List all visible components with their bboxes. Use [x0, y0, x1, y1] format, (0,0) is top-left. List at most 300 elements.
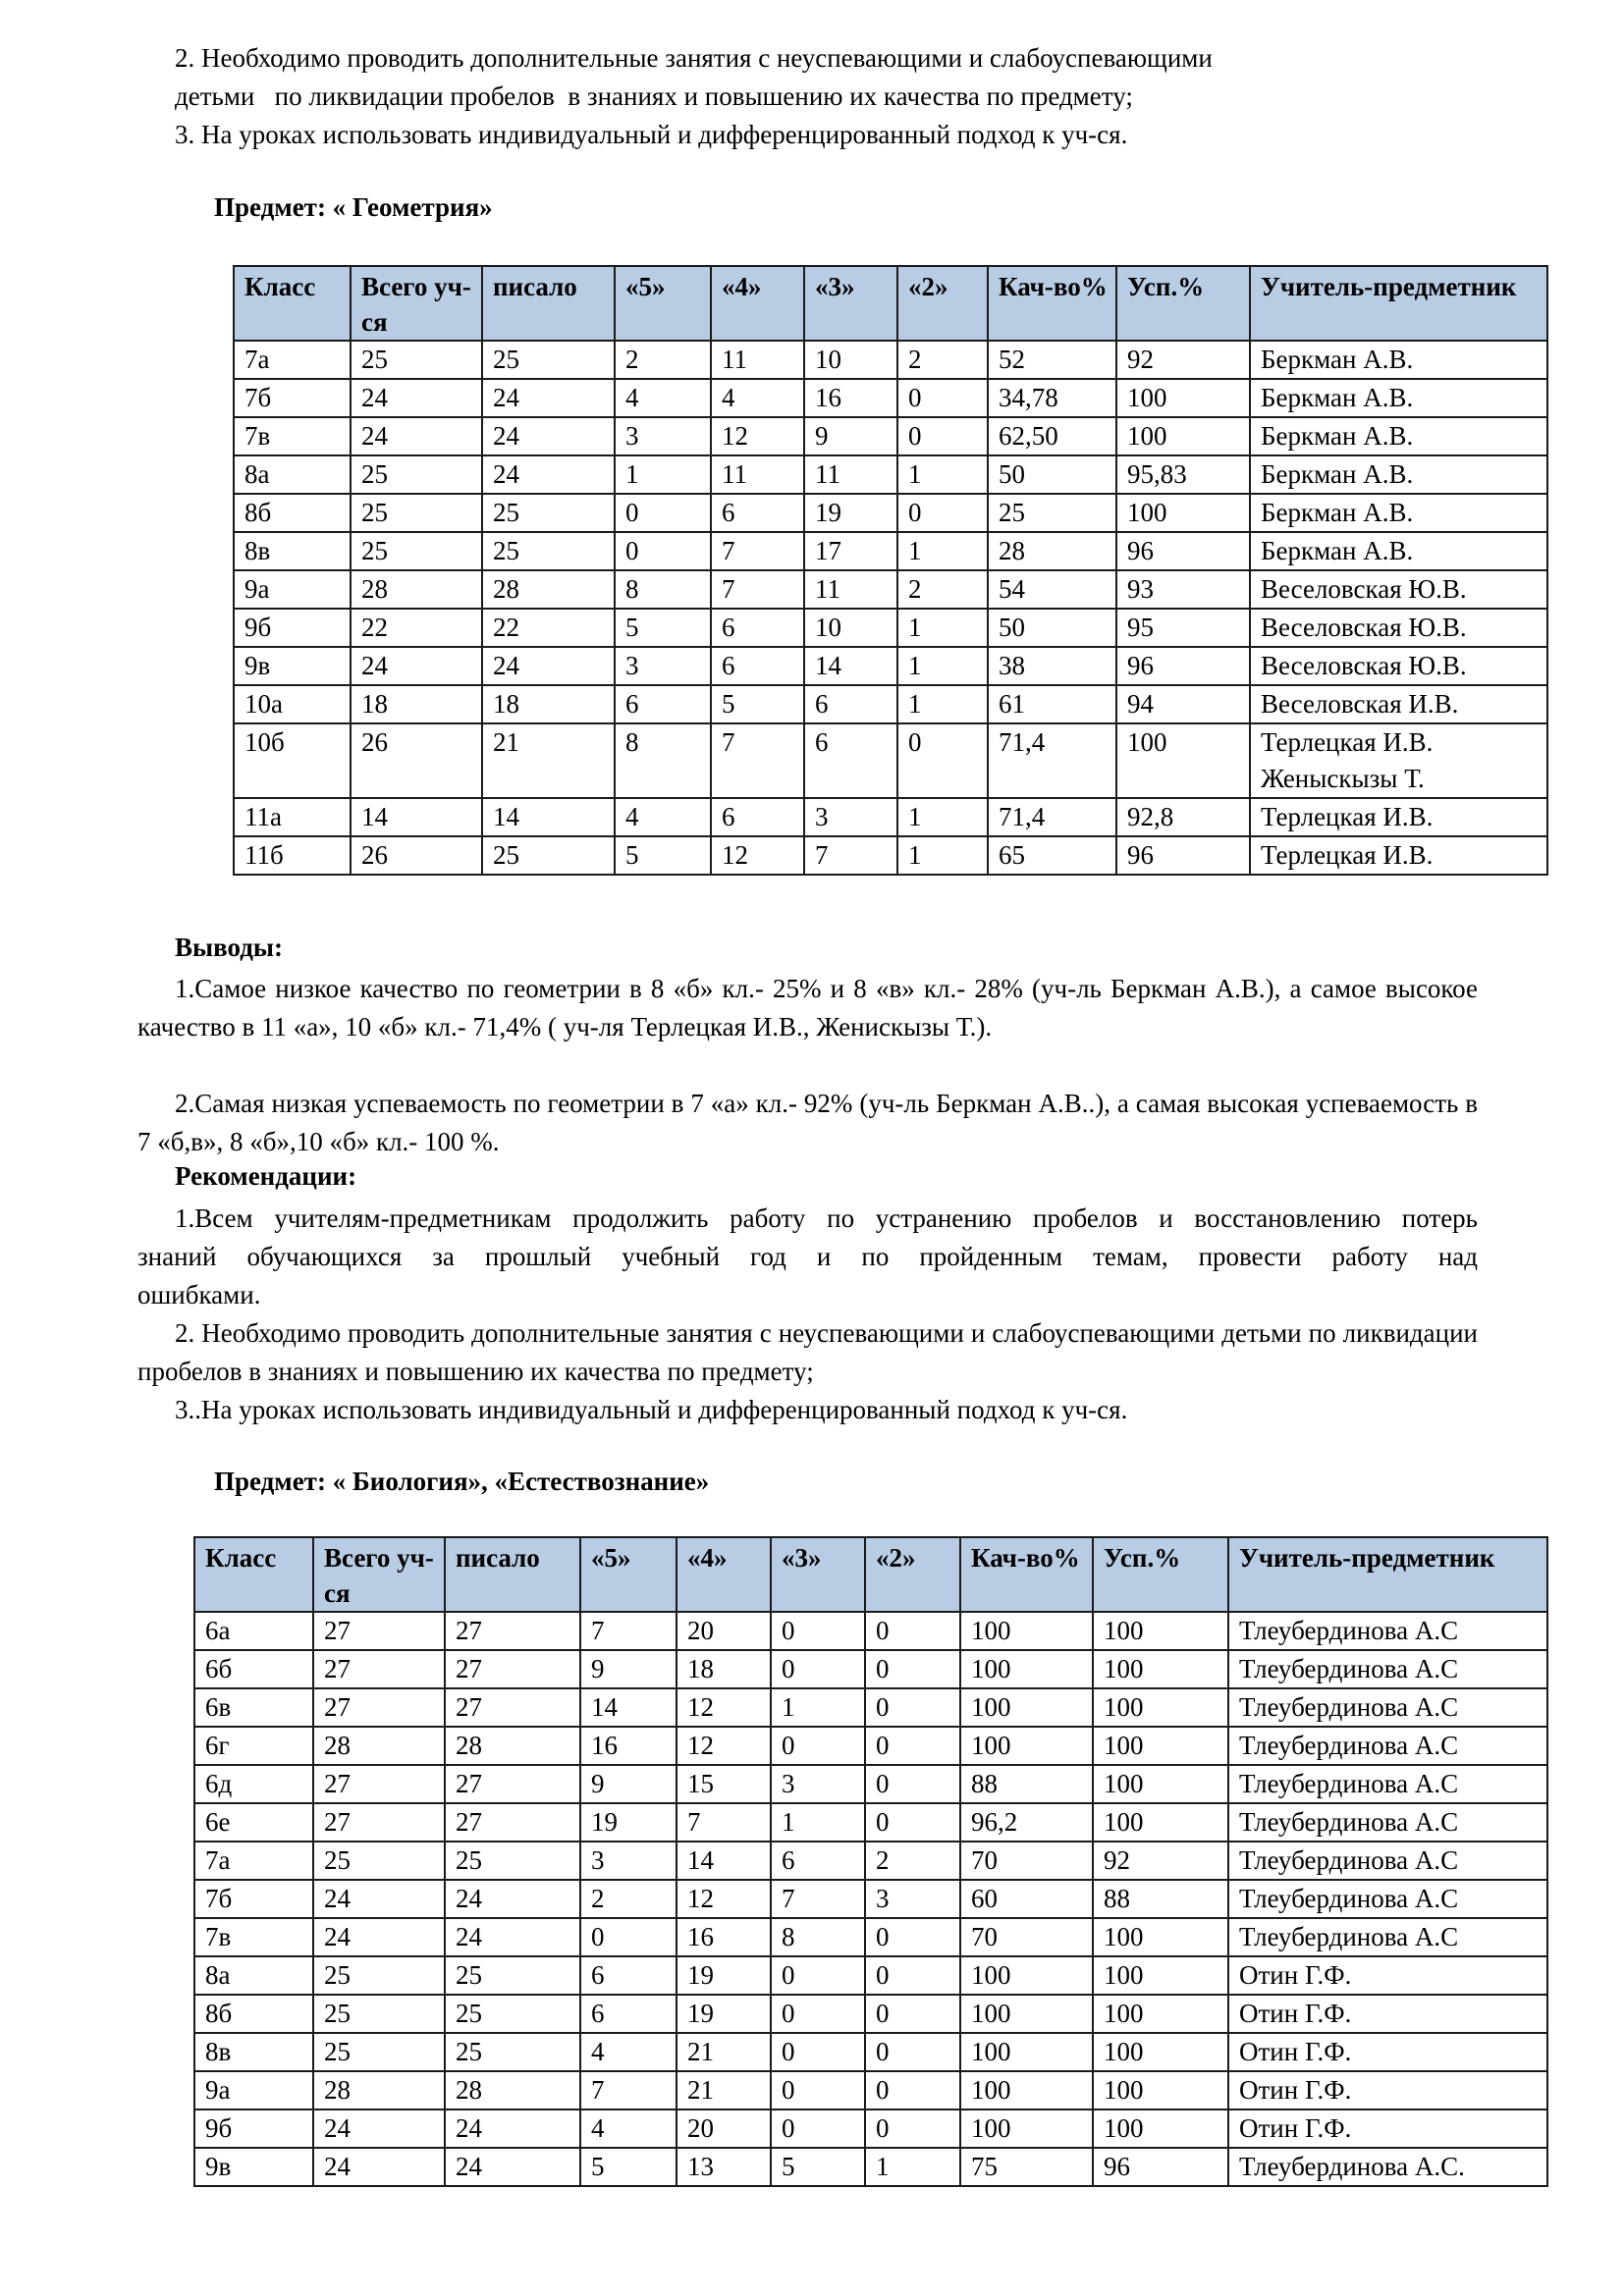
- cell-grade-5: 2: [615, 341, 711, 379]
- cell-total: 26: [351, 723, 482, 798]
- cell-quality: 100: [960, 2033, 1093, 2071]
- table-row: [194, 2109, 1547, 2148]
- cell-grade-3: 7: [771, 1880, 865, 1918]
- cell-teacher: Беркман А.В.: [1250, 379, 1547, 417]
- col-header-teacher: Учитель-предметник: [1250, 266, 1547, 341]
- cell-grade-2: 1: [897, 798, 988, 836]
- cell-quality: 100: [960, 1956, 1093, 1995]
- cell-grade-4: 12: [711, 836, 804, 875]
- col-header-class: Класс: [194, 1537, 313, 1612]
- cell-success: 100: [1116, 379, 1250, 417]
- cell-quality: 100: [960, 1612, 1093, 1650]
- cell-grade-4: 6: [711, 647, 804, 685]
- cell-grade-5: 4: [615, 379, 711, 417]
- cell-quality: 50: [988, 455, 1116, 494]
- cell-success: 100: [1093, 1650, 1228, 1688]
- cell-class: 10б: [234, 723, 351, 798]
- cell-quality: 100: [960, 1995, 1093, 2033]
- cell-grade-3: 0: [771, 1650, 865, 1688]
- cell-grade-5: 4: [615, 798, 711, 836]
- cell-grade-2: 0: [865, 1803, 960, 1842]
- cell-grade-3: 8: [771, 1918, 865, 1956]
- geometry-conclusions-heading: Выводы:: [175, 933, 283, 962]
- cell-quality: 61: [988, 685, 1116, 723]
- cell-total: 28: [313, 2071, 445, 2109]
- cell-grade-2: 0: [865, 1956, 960, 1995]
- cell-grade-3: 7: [804, 836, 897, 875]
- table-row: [234, 836, 1547, 875]
- cell-grade-5: 6: [580, 1956, 677, 1995]
- cell-quality: 38: [988, 647, 1116, 685]
- cell-class: 6б: [194, 1650, 313, 1688]
- cell-grade-3: 14: [804, 647, 897, 685]
- cell-teacher: Терлецкая И.В. Женыскызы Т.: [1250, 723, 1547, 798]
- col-header-grade-2: «2»: [897, 266, 988, 341]
- cell-teacher: Отин Г.Ф.: [1228, 1956, 1547, 1995]
- cell-quality: 100: [960, 1688, 1093, 1727]
- cell-grade-3: 10: [804, 341, 897, 379]
- col-header-grade-5: «5»: [615, 266, 711, 341]
- table-row: [234, 798, 1547, 836]
- cell-grade-5: 3: [580, 1842, 677, 1880]
- table-row: [234, 570, 1547, 609]
- cell-grade-3: 3: [771, 1765, 865, 1803]
- cell-grade-5: 0: [615, 532, 711, 570]
- cell-grade-4: 15: [677, 1765, 771, 1803]
- cell-teacher: Тлеубердинова А.С: [1228, 1650, 1547, 1688]
- cell-total: 27: [313, 1612, 445, 1650]
- cell-wrote: 24: [482, 379, 615, 417]
- table-row: [194, 1727, 1547, 1765]
- cell-teacher: Тлеубердинова А.С: [1228, 1765, 1547, 1803]
- cell-grade-5: 0: [580, 1918, 677, 1956]
- cell-grade-3: 6: [804, 685, 897, 723]
- cell-total: 25: [351, 532, 482, 570]
- cell-class: 6д: [194, 1765, 313, 1803]
- cell-wrote: 28: [482, 570, 615, 609]
- cell-grade-2: 0: [897, 494, 988, 532]
- cell-wrote: 22: [482, 609, 615, 647]
- cell-grade-3: 19: [804, 494, 897, 532]
- cell-class: 7б: [194, 1880, 313, 1918]
- col-header-teacher: Учитель-предметник: [1228, 1537, 1547, 1612]
- cell-wrote: 25: [445, 1842, 580, 1880]
- table-row: [234, 532, 1547, 570]
- cell-teacher: Тлеубердинова А.С: [1228, 1880, 1547, 1918]
- col-header-wrote: писало: [445, 1537, 580, 1612]
- cell-success: 100: [1093, 1612, 1228, 1650]
- cell-class: 6е: [194, 1803, 313, 1842]
- cell-wrote: 27: [445, 1803, 580, 1842]
- cell-success: 100: [1093, 1956, 1228, 1995]
- cell-grade-3: 0: [771, 1727, 865, 1765]
- table-row: [234, 494, 1547, 532]
- cell-grade-4: 4: [711, 379, 804, 417]
- cell-grade-2: 0: [897, 723, 988, 798]
- cell-total: 18: [351, 685, 482, 723]
- cell-success: 100: [1116, 723, 1250, 798]
- cell-grade-2: 0: [865, 1688, 960, 1727]
- cell-grade-4: 7: [711, 570, 804, 609]
- table-row: [194, 1803, 1547, 1842]
- cell-wrote: 28: [445, 1727, 580, 1765]
- cell-wrote: 24: [445, 1880, 580, 1918]
- col-header-total: Всего уч-ся: [351, 266, 482, 341]
- table-row: [194, 1612, 1547, 1650]
- cell-wrote: 24: [482, 417, 615, 455]
- geometry-recommendation-2: 2. Необходимо проводить дополнительные занятия с неуспевающими и слабоуспевающими детьми по ликвидации пробелов в знаниях и повышению их качества по предмету;: [137, 1318, 1478, 1386]
- cell-total: 25: [351, 494, 482, 532]
- cell-wrote: 27: [445, 1688, 580, 1727]
- table-row: [234, 609, 1547, 647]
- cell-class: 9б: [194, 2109, 313, 2148]
- cell-quality: 28: [988, 532, 1116, 570]
- cell-success: 92: [1093, 1842, 1228, 1880]
- cell-grade-3: 10: [804, 609, 897, 647]
- cell-quality: 100: [960, 2109, 1093, 2148]
- cell-teacher: Веселовская Ю.В.: [1250, 647, 1547, 685]
- cell-teacher: Тлеубердинова А.С: [1228, 1688, 1547, 1727]
- col-header-grade-3: «3»: [804, 266, 897, 341]
- cell-grade-3: 1: [771, 1803, 865, 1842]
- biology-table-header-row: [194, 1537, 1547, 1612]
- cell-class: 8б: [194, 1995, 313, 2033]
- cell-grade-4: 12: [677, 1880, 771, 1918]
- cell-total: 28: [313, 1727, 445, 1765]
- cell-grade-3: 16: [804, 379, 897, 417]
- cell-grade-3: 0: [771, 2033, 865, 2071]
- cell-success: 100: [1093, 1727, 1228, 1765]
- table-row: [234, 341, 1547, 379]
- cell-success: 93: [1116, 570, 1250, 609]
- biology-subject-heading: Предмет: « Биология», «Естествознание»: [214, 1467, 710, 1496]
- table-row: [194, 1918, 1547, 1956]
- cell-total: 24: [351, 379, 482, 417]
- cell-quality: 96,2: [960, 1803, 1093, 1842]
- cell-total: 28: [351, 570, 482, 609]
- cell-grade-2: 0: [865, 2109, 960, 2148]
- cell-total: 24: [313, 1880, 445, 1918]
- cell-wrote: 24: [445, 2148, 580, 2186]
- table-row: [234, 379, 1547, 417]
- cell-success: 96: [1116, 647, 1250, 685]
- cell-success: 100: [1093, 1918, 1228, 1956]
- cell-grade-2: 1: [897, 685, 988, 723]
- cell-grade-4: 11: [711, 341, 804, 379]
- cell-wrote: 25: [445, 1995, 580, 2033]
- cell-wrote: 24: [482, 647, 615, 685]
- cell-class: 9а: [194, 2071, 313, 2109]
- cell-success: 100: [1116, 494, 1250, 532]
- cell-quality: 71,4: [988, 723, 1116, 798]
- cell-class: 7в: [234, 417, 351, 455]
- table-row: [194, 1995, 1547, 2033]
- cell-class: 8а: [194, 1956, 313, 1995]
- cell-grade-5: 2: [580, 1880, 677, 1918]
- cell-quality: 34,78: [988, 379, 1116, 417]
- cell-grade-4: 21: [677, 2071, 771, 2109]
- cell-total: 24: [313, 2109, 445, 2148]
- cell-quality: 70: [960, 1842, 1093, 1880]
- cell-grade-5: 3: [615, 647, 711, 685]
- col-header-quality: Кач-во%: [988, 266, 1116, 341]
- col-header-grade-2: «2»: [865, 1537, 960, 1612]
- cell-grade-5: 3: [615, 417, 711, 455]
- cell-grade-2: 1: [897, 455, 988, 494]
- cell-grade-5: 4: [580, 2109, 677, 2148]
- col-header-total: Всего уч-ся: [313, 1537, 445, 1612]
- cell-total: 25: [351, 341, 482, 379]
- cell-success: 100: [1093, 1765, 1228, 1803]
- cell-grade-4: 19: [677, 1956, 771, 1995]
- cell-grade-5: 8: [615, 570, 711, 609]
- cell-class: 7а: [234, 341, 351, 379]
- cell-wrote: 27: [445, 1650, 580, 1688]
- cell-grade-3: 6: [804, 723, 897, 798]
- cell-total: 25: [313, 1842, 445, 1880]
- cell-grade-3: 0: [771, 1612, 865, 1650]
- cell-teacher: Веселовская Ю.В.: [1250, 570, 1547, 609]
- cell-class: 6г: [194, 1727, 313, 1765]
- cell-total: 25: [313, 2033, 445, 2071]
- cell-wrote: 25: [445, 2033, 580, 2071]
- cell-class: 8в: [234, 532, 351, 570]
- cell-class: 8а: [234, 455, 351, 494]
- cell-wrote: 25: [482, 836, 615, 875]
- cell-teacher: Терлецкая И.В.: [1250, 798, 1547, 836]
- cell-teacher: Отин Г.Ф.: [1228, 2071, 1547, 2109]
- col-header-wrote: писало: [482, 266, 615, 341]
- cell-grade-4: 20: [677, 2109, 771, 2148]
- cell-grade-3: 5: [771, 2148, 865, 2186]
- cell-wrote: 24: [445, 2109, 580, 2148]
- cell-class: 9а: [234, 570, 351, 609]
- table-row: [234, 685, 1547, 723]
- table-row: [234, 723, 1547, 798]
- geometry-results-table: [233, 265, 1548, 876]
- cell-class: 7б: [234, 379, 351, 417]
- cell-teacher: Беркман А.В.: [1250, 341, 1547, 379]
- cell-success: 92: [1116, 341, 1250, 379]
- cell-grade-2: 0: [865, 1612, 960, 1650]
- cell-wrote: 27: [445, 1612, 580, 1650]
- cell-grade-4: 6: [711, 798, 804, 836]
- cell-grade-2: 0: [865, 1995, 960, 2033]
- cell-wrote: 24: [482, 455, 615, 494]
- cell-teacher: Отин Г.Ф.: [1228, 1995, 1547, 2033]
- cell-grade-5: 19: [580, 1803, 677, 1842]
- col-header-success: Усп.%: [1116, 266, 1250, 341]
- cell-quality: 100: [960, 2071, 1093, 2109]
- col-header-grade-4: «4»: [677, 1537, 771, 1612]
- cell-class: 6а: [194, 1612, 313, 1650]
- cell-success: 100: [1093, 2109, 1228, 2148]
- cell-wrote: 25: [482, 494, 615, 532]
- cell-grade-2: 3: [865, 1880, 960, 1918]
- cell-grade-4: 7: [711, 532, 804, 570]
- recommendation-3: 3. На уроках использовать индивидуальный и дифференцированный подход к уч-ся.: [175, 120, 1128, 149]
- cell-grade-4: 14: [677, 1842, 771, 1880]
- cell-grade-4: 12: [677, 1727, 771, 1765]
- cell-total: 27: [313, 1765, 445, 1803]
- cell-grade-5: 4: [580, 2033, 677, 2071]
- cell-quality: 65: [988, 836, 1116, 875]
- cell-teacher: Тлеубердинова А.С: [1228, 1803, 1547, 1842]
- col-header-quality: Кач-во%: [960, 1537, 1093, 1612]
- cell-success: 92,8: [1116, 798, 1250, 836]
- cell-success: 100: [1093, 2033, 1228, 2071]
- cell-grade-2: 1: [897, 532, 988, 570]
- cell-wrote: 28: [445, 2071, 580, 2109]
- cell-success: 95: [1116, 609, 1250, 647]
- cell-grade-5: 8: [615, 723, 711, 798]
- cell-quality: 75: [960, 2148, 1093, 2186]
- cell-grade-4: 18: [677, 1650, 771, 1688]
- cell-grade-2: 0: [865, 2071, 960, 2109]
- table-row: [194, 2071, 1547, 2109]
- col-header-grade-4: «4»: [711, 266, 804, 341]
- geometry-conclusion-1: 1.Самое низкое качество по геометрии в 8 «б» кл.- 25% и 8 «в» кл.- 28% (уч-ль Беркман А.В.), а самое высокое качество в 11 «а», 10 «б» кл.- 71,4% ( уч-ля Терлецкая И.В., Женискызы Т.).: [137, 974, 1478, 1041]
- table-row: [194, 1688, 1547, 1727]
- geometry-subject-heading: Предмет: « Геометрия»: [214, 192, 493, 222]
- cell-teacher: Беркман А.В.: [1250, 532, 1547, 570]
- cell-success: 100: [1093, 1995, 1228, 2033]
- cell-wrote: 27: [445, 1765, 580, 1803]
- cell-grade-4: 19: [677, 1995, 771, 2033]
- cell-teacher: Тлеубердинова А.С: [1228, 1842, 1547, 1880]
- cell-grade-5: 5: [615, 836, 711, 875]
- cell-wrote: 25: [482, 532, 615, 570]
- cell-grade-2: 0: [865, 1765, 960, 1803]
- table-row: [194, 2148, 1547, 2186]
- cell-grade-3: 6: [771, 1842, 865, 1880]
- cell-grade-2: 1: [897, 836, 988, 875]
- cell-teacher: Тлеубердинова А.С: [1228, 1612, 1547, 1650]
- cell-total: 27: [313, 1688, 445, 1727]
- cell-success: 100: [1093, 1803, 1228, 1842]
- cell-teacher: Терлецкая И.В.: [1250, 836, 1547, 875]
- geometry-table-header-row: [234, 266, 1547, 341]
- cell-success: 88: [1093, 1880, 1228, 1918]
- cell-grade-3: 9: [804, 417, 897, 455]
- cell-grade-2: 0: [897, 379, 988, 417]
- cell-grade-4: 20: [677, 1612, 771, 1650]
- cell-class: 9б: [234, 609, 351, 647]
- cell-class: 9в: [234, 647, 351, 685]
- cell-total: 24: [313, 1918, 445, 1956]
- geometry-recommendation-1: 1.Всем учителям-предметникам продолжить работу по устранению пробелов и восстановлению потерь знаний обучающихся за прошлый учебный год и по пройденным темам, провести работу над ошибками.: [137, 1203, 1478, 1309]
- cell-teacher: Отин Г.Ф.: [1228, 2109, 1547, 2148]
- cell-teacher: Веселовская И.В.: [1250, 685, 1547, 723]
- cell-grade-5: 9: [580, 1765, 677, 1803]
- geometry-recommendations-heading: Рекомендации:: [175, 1161, 357, 1191]
- cell-grade-4: 6: [711, 609, 804, 647]
- cell-total: 25: [313, 1956, 445, 1995]
- cell-class: 10а: [234, 685, 351, 723]
- cell-grade-2: 2: [897, 570, 988, 609]
- cell-class: 11а: [234, 798, 351, 836]
- cell-grade-5: 0: [615, 494, 711, 532]
- cell-total: 27: [313, 1803, 445, 1842]
- cell-grade-3: 0: [771, 2109, 865, 2148]
- cell-teacher: Тлеубердинова А.С: [1228, 1727, 1547, 1765]
- cell-grade-3: 1: [771, 1688, 865, 1727]
- cell-teacher: Тлеубердинова А.С: [1228, 1918, 1547, 1956]
- cell-success: 95,83: [1116, 455, 1250, 494]
- geometry-table-body: [234, 341, 1547, 875]
- cell-class: 11б: [234, 836, 351, 875]
- cell-grade-2: 2: [897, 341, 988, 379]
- cell-grade-3: 3: [804, 798, 897, 836]
- col-header-class: Класс: [234, 266, 351, 341]
- table-row: [194, 1650, 1547, 1688]
- cell-class: 8б: [234, 494, 351, 532]
- cell-grade-2: 0: [865, 1727, 960, 1765]
- cell-grade-4: 21: [677, 2033, 771, 2071]
- cell-grade-5: 1: [615, 455, 711, 494]
- cell-teacher: Беркман А.В.: [1250, 494, 1547, 532]
- biology-table-body: [194, 1612, 1547, 2186]
- cell-grade-5: 16: [580, 1727, 677, 1765]
- cell-grade-4: 12: [711, 417, 804, 455]
- cell-success: 100: [1093, 1688, 1228, 1727]
- cell-grade-3: 0: [771, 1995, 865, 2033]
- cell-teacher: Веселовская Ю.В.: [1250, 609, 1547, 647]
- cell-grade-2: 2: [865, 1842, 960, 1880]
- cell-wrote: 14: [482, 798, 615, 836]
- cell-success: 100: [1093, 2071, 1228, 2109]
- cell-grade-2: 0: [865, 1918, 960, 1956]
- cell-grade-5: 5: [615, 609, 711, 647]
- table-row: [194, 1956, 1547, 1995]
- cell-quality: 100: [960, 1650, 1093, 1688]
- cell-teacher: Беркман А.В.: [1250, 417, 1547, 455]
- cell-total: 25: [313, 1995, 445, 2033]
- cell-class: 7а: [194, 1842, 313, 1880]
- cell-success: 100: [1116, 417, 1250, 455]
- cell-success: 96: [1116, 836, 1250, 875]
- recommendation-2-line-2: детьми по ликвидации пробелов в знаниях и повышению их качества по предмету;: [175, 81, 1133, 111]
- cell-quality: 60: [960, 1880, 1093, 1918]
- geometry-conclusion-2: 2.Самая низкая успеваемость по геометрии в 7 «а» кл.- 92% (уч-ль Беркман А.В..), а самая высокая успеваемость в 7 «б,в», 8 «б»,10 «б» кл.- 100 %.: [137, 1089, 1478, 1156]
- cell-grade-5: 5: [580, 2148, 677, 2186]
- cell-grade-5: 6: [580, 1995, 677, 2033]
- cell-total: 24: [313, 2148, 445, 2186]
- cell-quality: 62,50: [988, 417, 1116, 455]
- biology-results-table: [193, 1536, 1548, 2187]
- cell-grade-2: 0: [865, 2033, 960, 2071]
- cell-grade-3: 0: [771, 2071, 865, 2109]
- cell-class: 6в: [194, 1688, 313, 1727]
- cell-success: 96: [1093, 2148, 1228, 2186]
- cell-quality: 88: [960, 1765, 1093, 1803]
- cell-grade-5: 7: [580, 1612, 677, 1650]
- col-header-success: Усп.%: [1093, 1537, 1228, 1612]
- cell-grade-5: 14: [580, 1688, 677, 1727]
- cell-grade-3: 0: [771, 1956, 865, 1995]
- table-row: [194, 1880, 1547, 1918]
- cell-wrote: 25: [445, 1956, 580, 1995]
- cell-grade-4: 16: [677, 1918, 771, 1956]
- cell-total: 14: [351, 798, 482, 836]
- cell-grade-4: 7: [677, 1803, 771, 1842]
- cell-grade-5: 7: [580, 2071, 677, 2109]
- cell-quality: 71,4: [988, 798, 1116, 836]
- cell-grade-2: 0: [865, 1650, 960, 1688]
- cell-grade-2: 1: [897, 647, 988, 685]
- recommendation-2-line-1: 2. Необходимо проводить дополнительные занятия с неуспевающими и слабоуспевающими: [175, 43, 1213, 73]
- table-row: [194, 2033, 1547, 2071]
